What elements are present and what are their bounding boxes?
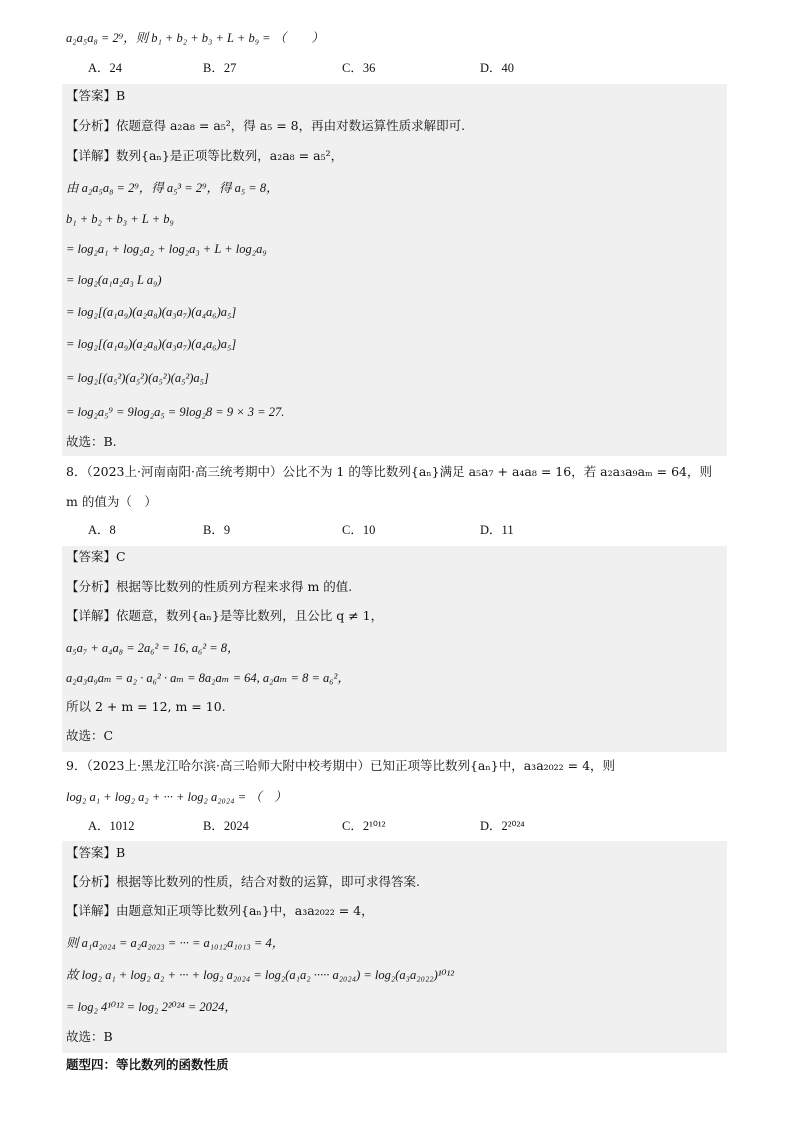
q8-detail-4: 故选：C bbox=[66, 728, 114, 743]
q7-option-b: B．27 bbox=[203, 61, 237, 75]
q7-option-c: C．36 bbox=[342, 61, 376, 75]
q9-detail-0: 【详解】由题意知正项等比数列{aₙ}中，a₃a₂₀₂₂ = 4， bbox=[66, 903, 374, 918]
q7-solution-block bbox=[62, 84, 727, 456]
q9-option-d: D．2²⁰²⁴ bbox=[480, 819, 525, 833]
q9-detail-3: = log₂ 4¹⁰¹² = log₂ 2²⁰²⁴ = 2024， bbox=[66, 1000, 237, 1014]
q7-detail-2: b₁ + b₂ + b₃ + L + b₉ bbox=[66, 212, 174, 226]
q9-detail-4: 故选：B bbox=[66, 1029, 113, 1044]
q8-solution-block bbox=[62, 546, 727, 752]
q8-detail-1: a₅a₇ + a₄a₈ = 2a₆² = 16, a₆² = 8， bbox=[66, 641, 240, 655]
q9-detail-1: 则 a₁a₂₀₂₄ = a₂a₂₀₂₃ = ··· = a₁₀₁₂a₁₀₁₃ = 4， bbox=[66, 936, 285, 950]
q8-detail-0: 【详解】依题意，数列{aₙ}是等比数列，且公比 q ≠ 1， bbox=[66, 608, 384, 623]
q7-detail-0: 【详解】数列{aₙ}是正项等比数列，a₂a₈ = a₅²， bbox=[66, 148, 344, 163]
q8-analysis: 【分析】根据等比数列的性质列方程来求得 m 的值. bbox=[66, 579, 353, 594]
q7-answer: 【答案】B bbox=[66, 88, 126, 103]
q8-detail-2: a₂a₃a₉aₘ = a₂ · a₆² · aₘ = 8a₂aₘ = 64, a₂aₘ = 8 = a₆²， bbox=[66, 671, 350, 685]
q7-analysis: 【分析】依题意得 a₂a₈ = a₅²，得 a₅ = 8，再由对数运算性质求解即可. bbox=[66, 118, 466, 133]
q9-option-b: B．2024 bbox=[203, 819, 249, 833]
q7-option-a: A．24 bbox=[88, 61, 123, 75]
q7-detail-5: = log₂[(a₁a₉)(a₂a₈)(a₃a₇)(a₄a₆)a₅] bbox=[66, 305, 237, 319]
q7-detail-1: 由 a₂a₅a₈ = 2⁹，得 a₅³ = 2⁹，得 a₅ = 8， bbox=[66, 181, 279, 195]
q9-solution-block bbox=[62, 841, 727, 1053]
q9-stem-line-1: 9．（2023上·黑龙江哈尔滨·高三哈师大附中校考期中）已知正项等比数列{aₙ}中，a₃a₂₀₂₂ = 4，则 bbox=[66, 758, 616, 773]
q8-stem-line-1: 8．（2023上·河南南阳·高三统考期中）公比不为 1 的等比数列{aₙ}满足 a₅a₇ + a₄a₈ = 16，若 a₂a₃a₉aₘ = 64，则 bbox=[66, 464, 713, 479]
q9-analysis: 【分析】根据等比数列的性质，结合对数的运算，即可求得答案. bbox=[66, 874, 420, 889]
q8-answer: 【答案】C bbox=[66, 549, 126, 564]
q9-option-c: C．2¹⁰¹² bbox=[342, 819, 386, 833]
q7-detail-8: = log₂a₅⁹ = 9log₂a₅ = 9log₂8 = 9 × 3 = 27. bbox=[66, 405, 285, 419]
q9-answer: 【答案】B bbox=[66, 845, 126, 860]
q8-option-a: A．8 bbox=[88, 523, 116, 537]
q7-stem-tail: a₂a₅a₈ = 2⁹，则 b₁ + b₂ + b₃ + L + b₉ = （ ） bbox=[66, 31, 324, 45]
q7-option-d: D．40 bbox=[480, 61, 515, 75]
q7-detail-4: = log₂(a₁a₂a₃ L a₉) bbox=[66, 273, 162, 287]
q8-detail-3: 所以 2 + m = 12, m = 10. bbox=[66, 699, 226, 714]
q7-detail-3: = log₂a₁ + log₂a₂ + log₂a₃ + L + log₂a₉ bbox=[66, 242, 267, 256]
q9-detail-2: 故 log₂ a₁ + log₂ a₂ + ··· + log₂ a₂₀₂₄ = log₂(a₁a₂ ····· a₂₀₂₄) = log₂(a₃a₂₀₂₂)¹⁰¹² bbox=[66, 968, 455, 982]
q9-option-a: A．1012 bbox=[88, 819, 135, 833]
section-title: 题型四：等比数列的函数性质 bbox=[66, 1057, 229, 1072]
q9-stem-line-2: log₂ a₁ + log₂ a₂ + ··· + log₂ a₂₀₂₄ = （ ） bbox=[66, 790, 287, 804]
q8-option-b: B．9 bbox=[203, 523, 231, 537]
q8-option-d: D．11 bbox=[480, 523, 514, 537]
q7-detail-6: = log₂[(a₁a₉)(a₂a₈)(a₃a₇)(a₄a₆)a₅] bbox=[66, 337, 237, 351]
q8-option-c: C．10 bbox=[342, 523, 376, 537]
q7-detail-9: 故选：B. bbox=[66, 434, 117, 449]
q7-detail-7: = log₂[(a₅²)(a₅²)(a₅²)(a₅²)a₅] bbox=[66, 371, 209, 385]
q8-stem-line-2: m 的值为（ ） bbox=[66, 494, 157, 509]
